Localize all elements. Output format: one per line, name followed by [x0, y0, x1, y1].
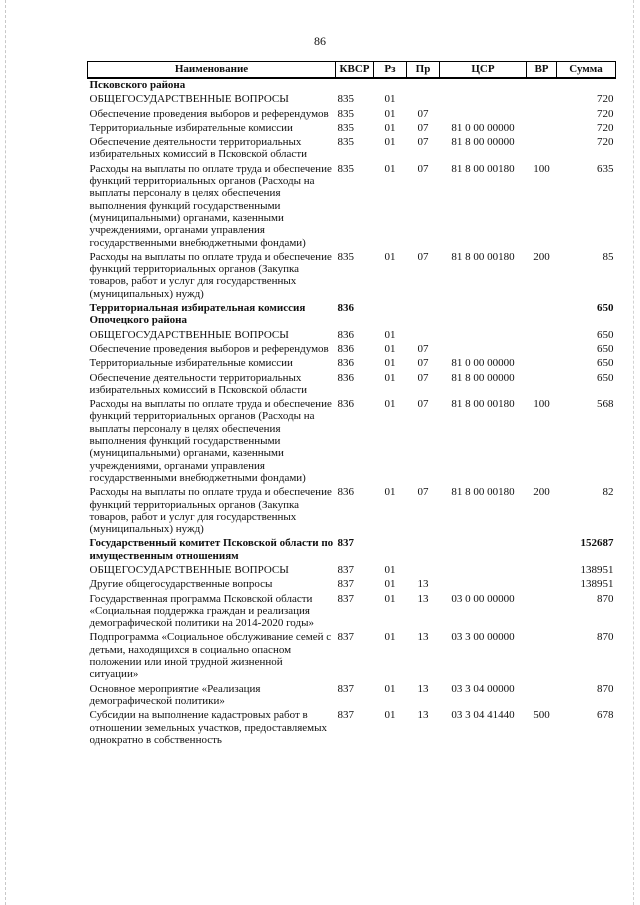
cell-vr — [527, 91, 557, 105]
cell-name: Другие общегосударственные вопросы — [89, 578, 273, 591]
cell-pr: 07 — [417, 357, 429, 370]
cell-pr — [407, 300, 440, 327]
cell-csr: 81 8 00 00000 — [451, 136, 515, 149]
table-row — [88, 629, 616, 680]
cell-kvsr: 837 — [337, 631, 354, 644]
cell-pr: 07 — [417, 398, 429, 411]
cell-sum: 82 — [602, 486, 614, 499]
cell-vr — [527, 106, 557, 120]
cell-name: Подпрограмма «Социальное обслуживание семей с детьми, находящихся в социально опасном положении или иной трудной жизненной ситуации» — [89, 631, 332, 681]
cell-kvsr: 836 — [337, 357, 354, 370]
cell-kvsr: 836 — [337, 486, 354, 499]
cell-vr — [527, 327, 557, 341]
cell-pr: 13 — [417, 578, 429, 591]
cell-rz: 01 — [384, 592, 396, 605]
cell-sum: 650 — [597, 342, 614, 355]
cell-sum: 870 — [597, 631, 614, 644]
cell-csr: 03 3 04 00000 — [451, 682, 515, 695]
cell-sum: 568 — [597, 398, 614, 411]
table-row — [88, 370, 616, 397]
table-row — [88, 106, 616, 120]
cell-rz — [374, 535, 407, 562]
cell-rz: 01 — [384, 398, 396, 411]
cell-sum: 870 — [597, 682, 614, 695]
cell-vr — [527, 134, 557, 161]
cell-name: Расходы на выплаты по оплате труда и обеспечение функций территориальных органов (Закупка товаров, работ и услуг для государственных (муниципальных) нужд) — [89, 250, 332, 300]
cell-kvsr: 835 — [337, 250, 354, 263]
cell-name: Расходы на выплаты по оплате труда и обеспечение функций территориальных органов (Расходы на выплаты персоналу в целях обеспечения выполнения функций государственными (муниципальными) органами, казенными учреждениями, органами управления государственными внебюджетными фондами) — [89, 398, 332, 484]
cell-pr: 13 — [417, 682, 429, 695]
cell-rz: 01 — [384, 578, 396, 591]
cell-name: Государственная программа Псковской области «Социальная поддержка граждан и реализация демографической политики на 2014-2020 годы» — [89, 592, 314, 630]
table-row — [88, 562, 616, 576]
column-header-vr: ВР — [527, 62, 557, 79]
cell-rz: 01 — [384, 371, 396, 384]
table-row — [88, 161, 616, 249]
cell-vr: 100 — [533, 398, 550, 411]
table-row-department — [88, 78, 616, 91]
cell-pr: 07 — [417, 162, 429, 175]
table-row — [88, 484, 616, 535]
cell-vr — [527, 120, 557, 134]
cell-pr: 07 — [417, 107, 429, 120]
cell-sum: 678 — [597, 709, 614, 722]
cell-sum: 152687 — [580, 537, 614, 550]
cell-name: Псковского района — [89, 79, 186, 91]
cell-name: Основное мероприятие «Реализация демографической политики» — [89, 682, 261, 707]
cell-csr: 81 0 00 00000 — [451, 121, 515, 134]
cell-sum: 650 — [597, 371, 614, 384]
cell-rz: 01 — [384, 342, 396, 355]
cell-name: Обеспечение проведения выборов и референдумов — [89, 342, 329, 355]
column-header-csr: ЦСР — [440, 62, 527, 79]
cell-name: Обеспечение деятельности территориальных избирательных комиссий в Псковской области — [89, 371, 308, 396]
cell-name: ОБЩЕГОСУДАРСТВЕННЫЕ ВОПРОСЫ — [89, 563, 289, 576]
cell-vr — [527, 355, 557, 369]
cell-kvsr: 837 — [337, 578, 354, 591]
cell-pr: 07 — [417, 486, 429, 499]
cell-rz: 01 — [384, 250, 396, 263]
table-header-row — [88, 62, 616, 79]
cell-pr — [407, 562, 440, 576]
table-row — [88, 681, 616, 708]
cell-rz: 01 — [384, 136, 396, 149]
table-row — [88, 120, 616, 134]
cell-rz — [374, 78, 407, 91]
cell-kvsr: 835 — [337, 121, 354, 134]
table-row — [88, 355, 616, 369]
cell-kvsr: 835 — [337, 136, 354, 149]
column-header-pr: Пр — [407, 62, 440, 79]
cell-csr: 81 8 00 00180 — [451, 486, 515, 499]
cell-rz: 01 — [384, 357, 396, 370]
cell-csr — [440, 300, 527, 327]
cell-pr: 13 — [417, 592, 429, 605]
column-header-kvsr: КВСР — [336, 62, 374, 79]
cell-name: Расходы на выплаты по оплате труда и обеспечение функций территориальных органов (Закупка товаров, работ и услуг для государственных (муниципальных) нужд) — [89, 486, 332, 536]
table-body — [88, 78, 616, 746]
cell-pr: 13 — [417, 631, 429, 644]
cell-kvsr: 835 — [337, 107, 354, 120]
cell-csr: 03 3 00 00000 — [451, 631, 515, 644]
cell-sum: 85 — [602, 250, 614, 263]
cell-rz: 01 — [384, 328, 396, 341]
cell-kvsr: 837 — [337, 682, 354, 695]
cell-vr — [527, 341, 557, 355]
cell-vr: 100 — [533, 162, 550, 175]
cell-name: Государственный комитет Псковской области по имущественным отношениям — [89, 537, 334, 562]
cell-pr: 07 — [417, 121, 429, 134]
cell-csr: 81 8 00 00180 — [451, 250, 515, 263]
cell-csr — [440, 576, 527, 590]
cell-vr: 200 — [533, 250, 550, 263]
cell-csr — [440, 327, 527, 341]
cell-pr — [407, 91, 440, 105]
column-header-rz: Рз — [374, 62, 407, 79]
cell-kvsr: 837 — [337, 563, 354, 576]
cell-name: Обеспечение деятельности территориальных избирательных комиссий в Псковской области — [89, 136, 308, 161]
cell-vr — [527, 591, 557, 630]
cell-sum: 138951 — [580, 563, 614, 576]
cell-sum: 720 — [597, 93, 614, 106]
cell-csr — [440, 535, 527, 562]
cell-sum: 650 — [597, 302, 614, 315]
cell-csr: 03 0 00 00000 — [451, 592, 515, 605]
cell-sum — [557, 78, 616, 91]
table-row-department — [88, 300, 616, 327]
cell-kvsr: 836 — [337, 328, 354, 341]
table-row — [88, 341, 616, 355]
table-row — [88, 327, 616, 341]
cell-csr: 81 8 00 00000 — [451, 371, 515, 384]
cell-csr: 81 8 00 00180 — [451, 162, 515, 175]
cell-rz: 01 — [384, 107, 396, 120]
column-header-name: Наименование — [88, 62, 336, 79]
cell-csr — [440, 341, 527, 355]
cell-kvsr: 836 — [337, 398, 354, 411]
table-row — [88, 249, 616, 300]
cell-rz: 01 — [384, 709, 396, 722]
cell-kvsr: 836 — [337, 371, 354, 384]
scan-right-edge — [633, 0, 634, 905]
cell-pr: 13 — [417, 709, 429, 722]
cell-pr: 07 — [417, 371, 429, 384]
cell-csr — [440, 78, 527, 91]
column-header-sum: Сумма — [557, 62, 616, 79]
cell-rz: 01 — [384, 631, 396, 644]
cell-kvsr: 836 — [337, 342, 354, 355]
cell-sum: 720 — [597, 121, 614, 134]
table-row — [88, 707, 616, 746]
cell-csr: 03 3 04 41440 — [451, 709, 515, 722]
cell-pr — [407, 327, 440, 341]
table-row — [88, 396, 616, 484]
table-row — [88, 134, 616, 161]
cell-rz: 01 — [384, 121, 396, 134]
cell-pr: 07 — [417, 250, 429, 263]
cell-rz — [374, 300, 407, 327]
cell-pr — [407, 78, 440, 91]
table-row — [88, 91, 616, 105]
cell-kvsr: 837 — [337, 537, 354, 550]
cell-kvsr — [336, 78, 374, 91]
cell-vr — [527, 629, 557, 680]
cell-rz: 01 — [384, 682, 396, 695]
cell-name: Территориальные избирательные комиссии — [89, 357, 293, 370]
cell-name: Территориальная избирательная комиссия Опочецкого района — [89, 302, 306, 327]
cell-name: Субсидии на выполнение кадастровых работ в отношении земельных участков, предоставляемых однократно в собственность — [89, 709, 328, 746]
cell-vr — [527, 535, 557, 562]
cell-rz: 01 — [384, 486, 396, 499]
cell-csr: 81 0 00 00000 — [451, 357, 515, 370]
cell-name: Обеспечение проведения выборов и референдумов — [89, 107, 329, 120]
cell-sum: 720 — [597, 107, 614, 120]
cell-sum: 138951 — [580, 578, 614, 591]
cell-csr: 81 8 00 00180 — [451, 398, 515, 411]
cell-name: ОБЩЕГОСУДАРСТВЕННЫЕ ВОПРОСЫ — [89, 328, 289, 341]
cell-name: Расходы на выплаты по оплате труда и обеспечение функций территориальных органов (Расходы на выплаты персоналу в целях обеспечения выполнения функций государственными (муниципальными) органами, казенными учреждениями, органами управления государственными внебюджетными фондами) — [89, 162, 332, 249]
cell-pr — [407, 535, 440, 562]
cell-kvsr: 835 — [337, 93, 354, 106]
cell-vr — [527, 576, 557, 590]
cell-kvsr: 837 — [337, 592, 354, 605]
cell-csr — [440, 562, 527, 576]
cell-name: Территориальные избирательные комиссии — [89, 121, 293, 134]
cell-vr: 500 — [533, 709, 550, 722]
cell-pr: 07 — [417, 136, 429, 149]
scan-left-edge — [5, 0, 6, 905]
cell-kvsr: 837 — [337, 709, 354, 722]
cell-vr — [527, 562, 557, 576]
cell-csr — [440, 91, 527, 105]
cell-kvsr: 835 — [337, 162, 354, 175]
cell-sum: 650 — [597, 357, 614, 370]
cell-sum: 720 — [597, 136, 614, 149]
cell-rz: 01 — [384, 563, 396, 576]
cell-vr: 200 — [533, 486, 550, 499]
cell-sum: 635 — [597, 162, 614, 175]
page-number: 86 — [314, 34, 326, 48]
cell-kvsr: 836 — [337, 302, 354, 315]
cell-vr — [527, 300, 557, 327]
budget-table — [87, 61, 616, 746]
table-row — [88, 591, 616, 630]
cell-vr — [527, 370, 557, 397]
cell-pr: 07 — [417, 342, 429, 355]
cell-sum: 650 — [597, 328, 614, 341]
table-row — [88, 576, 616, 590]
cell-vr — [527, 78, 557, 91]
cell-csr — [440, 106, 527, 120]
cell-rz: 01 — [384, 93, 396, 106]
table-row-department — [88, 535, 616, 562]
cell-sum: 870 — [597, 592, 614, 605]
cell-vr — [527, 681, 557, 708]
cell-rz: 01 — [384, 162, 396, 175]
cell-name: ОБЩЕГОСУДАРСТВЕННЫЕ ВОПРОСЫ — [89, 93, 289, 106]
